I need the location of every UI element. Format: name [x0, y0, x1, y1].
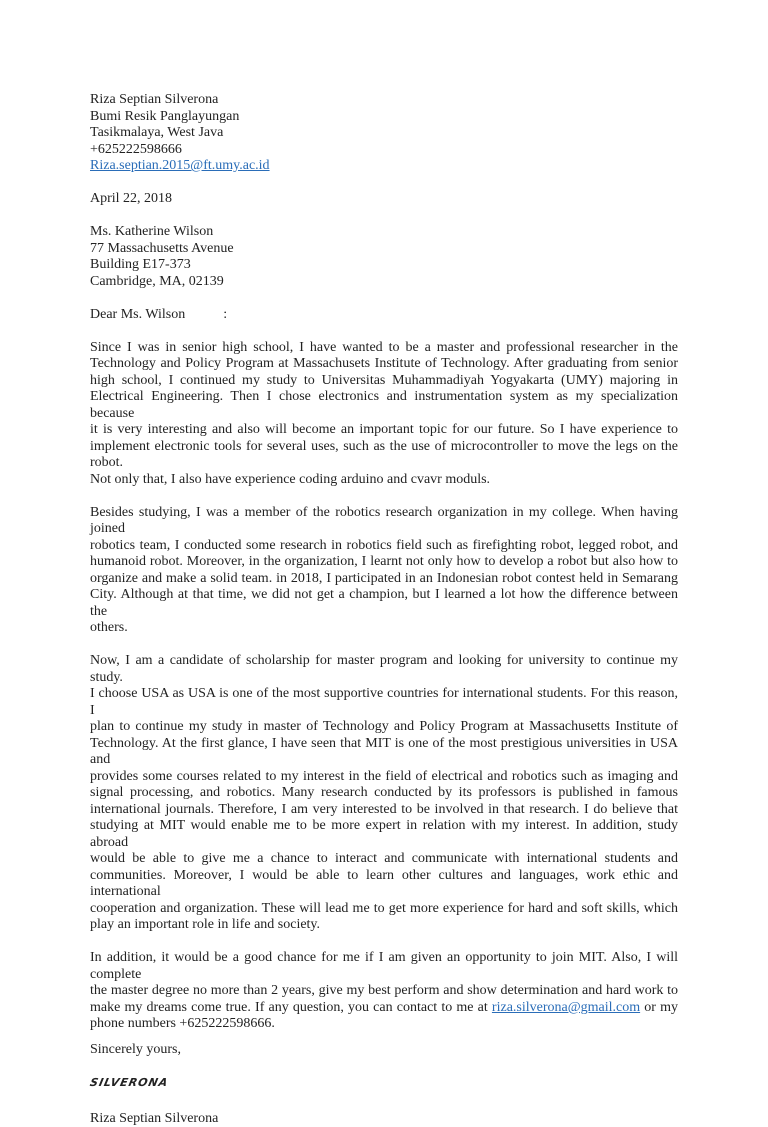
body-paragraph-1 [90, 340, 678, 489]
recipient-street: 77 Massachusetts Avenue [90, 241, 678, 258]
line-text: or my [644, 1000, 678, 1015]
paragraph-line: provides some courses related to my interest in the field of electrical and robotics such as imaging and [90, 769, 678, 786]
paragraph-line: signal processing, and robotics. Many research conducted by its professors is published in famous [90, 785, 678, 802]
recipient-block [90, 224, 678, 290]
signature: SILVERONA [88, 1075, 170, 1092]
salutation-colon: : [223, 307, 227, 322]
body-paragraph-3 [90, 653, 678, 934]
paragraph-line: In addition, it would be a good chance for me if I am given an opportunity to join MIT. Also, I will complete [90, 950, 678, 983]
paragraph-line: Since I was in senior high school, I have wanted to be a master and professional researcher in the [90, 340, 678, 357]
recipient-building: Building E17-373 [90, 257, 678, 274]
sender-email-link[interactable]: Riza.septian.2015@ft.umy.ac.id [90, 158, 270, 173]
paragraph-line: organize and make a solid team. in 2018, I participated in an Indonesian robot contest held in Semarang [90, 571, 678, 588]
line-text: make my dreams come true. If any question, you can contact to me at [90, 1000, 488, 1015]
letter-page [90, 92, 678, 1127]
paragraph-line: implement electronic tools for several uses, such as the use of microcontroller to move the legs on the robot. [90, 439, 678, 472]
sender-name: Riza Septian Silverona [90, 92, 678, 109]
paragraph-line: Not only that, I also have experience coding arduino and cvavr moduls. [90, 472, 678, 489]
paragraph-line: communities. Moreover, I would be able to learn other cultures and languages, work ethic and international [90, 868, 678, 901]
closing: Sincerely yours, [90, 1042, 678, 1059]
sender-block [90, 92, 678, 175]
sender-address-2: Tasikmalaya, West Java [90, 125, 678, 142]
paragraph-line: would be able to give me a chance to interact and communicate with international students and [90, 851, 678, 868]
paragraph-line: robotics team, I conducted some research in robotics field such as firefighting robot, legged robot, and [90, 538, 678, 555]
paragraph-line: it is very interesting and also will become an important topic for our future. So I have experience to [90, 422, 678, 439]
paragraph-line [90, 1000, 678, 1017]
paragraph-line: cooperation and organization. These will lead me to get more experience for hard and soft skills, which [90, 901, 678, 918]
contact-email-link[interactable]: riza.silverona@gmail.com [492, 1000, 640, 1015]
paragraph-line: studying at MIT would enable me to be more expert in relation with my interest. In addition, study abroad [90, 818, 678, 851]
body-paragraph-4 [90, 950, 678, 1033]
paragraph-line: Electrical Engineering. Then I chose electronics and instrumentation system as my specialization because [90, 389, 678, 422]
sender-address-1: Bumi Resik Panglayungan [90, 109, 678, 126]
paragraph-line: others. [90, 620, 678, 637]
paragraph-line: plan to continue my study in master of Technology and Policy Program at Massachusetts Institute of [90, 719, 678, 736]
paragraph-line: play an important role in life and society. [90, 917, 678, 934]
paragraph-line: international journals. Therefore, I am very interested to be involved in that research. I do believe that [90, 802, 678, 819]
salutation [90, 307, 678, 324]
paragraph-line: Now, I am a candidate of scholarship for master program and looking for university to continue my study. [90, 653, 678, 686]
letter-date: April 22, 2018 [90, 191, 678, 208]
paragraph-line: Technology and Policy Program at Massachusets Institute of Technology. After graduating from senior [90, 356, 678, 373]
body-paragraphs [90, 340, 678, 951]
salutation-text: Dear Ms. Wilson [90, 307, 185, 322]
paragraph-line: the master degree no more than 2 years, give my best perform and show determination and hard work to [90, 983, 678, 1000]
paragraph-line: high school, I continued my study to Universitas Muhammadiyah Yogyakarta (UMY) majoring in [90, 373, 678, 390]
recipient-city: Cambridge, MA, 02139 [90, 274, 678, 291]
signed-name: Riza Septian Silverona [90, 1111, 678, 1127]
body-paragraph-2 [90, 505, 678, 637]
paragraph-line: I choose USA as USA is one of the most supportive countries for international students. For this reason, I [90, 686, 678, 719]
recipient-name: Ms. Katherine Wilson [90, 224, 678, 241]
paragraph-line: Besides studying, I was a member of the robotics research organization in my college. When having joined [90, 505, 678, 538]
sender-phone: +625222598666 [90, 142, 678, 159]
paragraph-line: humanoid robot. Moreover, in the organization, I learnt not only how to develop a robot but also how to [90, 554, 678, 571]
paragraph-line: Technology. At the first glance, I have seen that MIT is one of the most prestigious universities in USA and [90, 736, 678, 769]
paragraph-line: City. Although at that time, we did not get a champion, but I learned a lot how the difference between the [90, 587, 678, 620]
paragraph-line: phone numbers +625222598666. [90, 1016, 678, 1033]
